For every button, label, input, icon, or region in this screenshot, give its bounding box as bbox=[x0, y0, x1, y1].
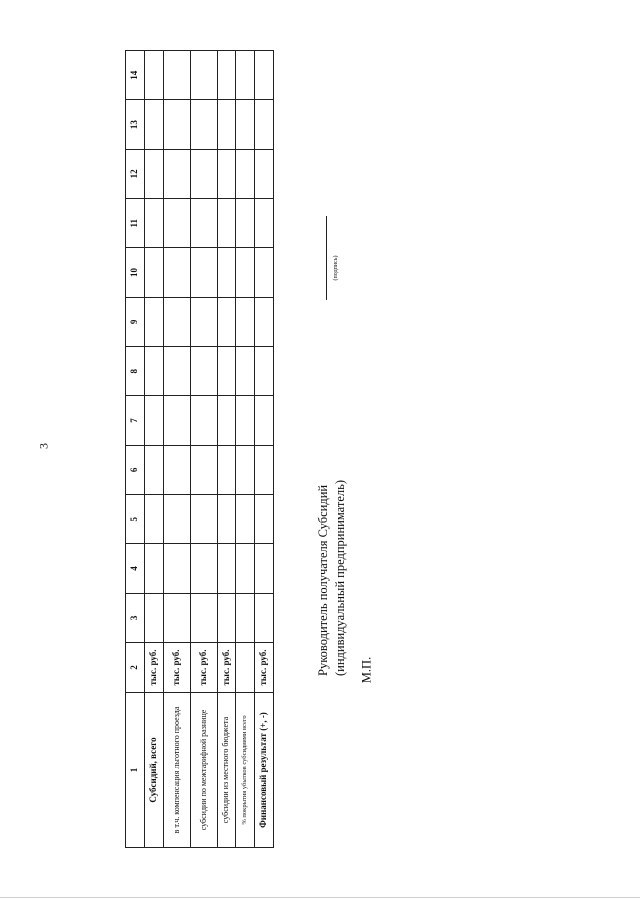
row-label: субсидии из местного бюджета bbox=[218, 693, 236, 848]
row-unit bbox=[236, 643, 255, 693]
table-cell bbox=[164, 248, 191, 297]
page-number: 3 bbox=[36, 443, 51, 449]
table-cell bbox=[218, 149, 236, 198]
table-cell bbox=[255, 396, 274, 445]
table-cell bbox=[145, 149, 164, 198]
table-cell bbox=[236, 593, 255, 642]
table-cell bbox=[255, 495, 274, 544]
table-cell bbox=[145, 495, 164, 544]
table-cell bbox=[191, 199, 218, 248]
table-cell bbox=[236, 248, 255, 297]
table-cell bbox=[191, 544, 218, 593]
signature-title bbox=[315, 480, 349, 676]
table-cell bbox=[145, 51, 164, 100]
row-unit: тыс. руб. bbox=[218, 643, 236, 693]
table-cell bbox=[255, 445, 274, 494]
table-cell bbox=[164, 544, 191, 593]
stamp-label: М.П. bbox=[359, 656, 374, 684]
row-label: субсидии по межтарифной разнице bbox=[191, 693, 218, 848]
table-cell bbox=[255, 199, 274, 248]
table-cell bbox=[164, 445, 191, 494]
header-cell: 7 bbox=[126, 396, 145, 445]
table-cell bbox=[236, 100, 255, 149]
table-cell bbox=[164, 199, 191, 248]
header-cell: 10 bbox=[126, 248, 145, 297]
signature-title-line1: Руководитель получателя Субсидий bbox=[316, 484, 331, 676]
table-cell bbox=[236, 149, 255, 198]
table-cell bbox=[164, 396, 191, 445]
table-cell bbox=[191, 396, 218, 445]
table-cell bbox=[218, 199, 236, 248]
table-cell bbox=[145, 199, 164, 248]
row-label: в т.ч. компенсация льготного проезда bbox=[164, 693, 191, 848]
row-label: Субсидий, всего bbox=[145, 693, 164, 848]
header-cell: 11 bbox=[126, 199, 145, 248]
report-table-rotated bbox=[125, 51, 274, 848]
table-cell bbox=[145, 297, 164, 346]
table-cell bbox=[236, 495, 255, 544]
table-cell bbox=[236, 445, 255, 494]
table-cell bbox=[218, 51, 236, 100]
table-cell bbox=[145, 248, 164, 297]
table-cell bbox=[191, 495, 218, 544]
table-cell bbox=[218, 593, 236, 642]
signature-caption: (подпись) bbox=[333, 255, 339, 281]
header-cell: 6 bbox=[126, 445, 145, 494]
table-cell bbox=[218, 248, 236, 297]
table-cell bbox=[191, 297, 218, 346]
table-cell bbox=[191, 149, 218, 198]
table-cell bbox=[145, 593, 164, 642]
table-cell bbox=[191, 593, 218, 642]
table-cell bbox=[164, 347, 191, 396]
table-header-row bbox=[126, 51, 145, 848]
header-cell: 3 bbox=[126, 593, 145, 642]
table-row bbox=[255, 51, 274, 848]
table-cell bbox=[255, 297, 274, 346]
row-unit: тыс. руб. bbox=[255, 643, 274, 693]
table-cell bbox=[164, 100, 191, 149]
table-cell bbox=[218, 495, 236, 544]
table-cell bbox=[164, 51, 191, 100]
table-cell bbox=[236, 51, 255, 100]
table-cell bbox=[145, 100, 164, 149]
table-cell bbox=[255, 248, 274, 297]
table-cell bbox=[145, 445, 164, 494]
table-cell bbox=[236, 297, 255, 346]
header-cell: 9 bbox=[126, 297, 145, 346]
table-cell bbox=[218, 347, 236, 396]
row-label: % покрытия убытков субсидиями всего bbox=[236, 693, 255, 848]
signature-line bbox=[326, 216, 327, 300]
table-cell bbox=[164, 297, 191, 346]
report-table-area bbox=[125, 51, 274, 848]
header-cell: 14 bbox=[126, 51, 145, 100]
table-cell bbox=[255, 149, 274, 198]
table-cell bbox=[218, 100, 236, 149]
table-cell bbox=[145, 347, 164, 396]
table-cell bbox=[255, 593, 274, 642]
header-cell: 8 bbox=[126, 347, 145, 396]
table-cell bbox=[255, 100, 274, 149]
header-cell: 4 bbox=[126, 544, 145, 593]
table-cell bbox=[218, 396, 236, 445]
table-cell bbox=[145, 396, 164, 445]
table-cell bbox=[164, 149, 191, 198]
row-unit: тыс. руб. bbox=[145, 643, 164, 693]
table-cell bbox=[191, 445, 218, 494]
header-cell: 5 bbox=[126, 495, 145, 544]
table-cell bbox=[236, 544, 255, 593]
table-cell bbox=[164, 593, 191, 642]
table-cell bbox=[218, 297, 236, 346]
header-cell: 2 bbox=[126, 643, 145, 693]
row-unit: тыс. руб. bbox=[191, 643, 218, 693]
header-cell: 1 bbox=[126, 693, 145, 848]
table-cell bbox=[164, 495, 191, 544]
table-cell bbox=[191, 248, 218, 297]
signature-title-line2: (индивидуальный предприниматель) bbox=[333, 480, 347, 676]
table-cell bbox=[145, 544, 164, 593]
table-cell bbox=[255, 544, 274, 593]
header-cell: 13 bbox=[126, 100, 145, 149]
table-cell bbox=[236, 347, 255, 396]
table-cell bbox=[236, 396, 255, 445]
table-cell bbox=[191, 51, 218, 100]
table-row bbox=[236, 51, 255, 848]
table-cell bbox=[191, 347, 218, 396]
table-cell bbox=[255, 51, 274, 100]
table-cell bbox=[191, 100, 218, 149]
page-bottom-rule bbox=[0, 897, 640, 898]
table-cell bbox=[218, 445, 236, 494]
row-unit: тыс. руб. bbox=[164, 643, 191, 693]
row-label: Финансовый результат (+, -) bbox=[255, 693, 274, 848]
table-row bbox=[145, 51, 164, 848]
table-row bbox=[191, 51, 218, 848]
table-cell bbox=[255, 347, 274, 396]
report-table bbox=[125, 50, 274, 848]
header-cell: 12 bbox=[126, 149, 145, 198]
table-row bbox=[218, 51, 236, 848]
table-row bbox=[164, 51, 191, 848]
table-cell bbox=[218, 544, 236, 593]
table-cell bbox=[236, 199, 255, 248]
